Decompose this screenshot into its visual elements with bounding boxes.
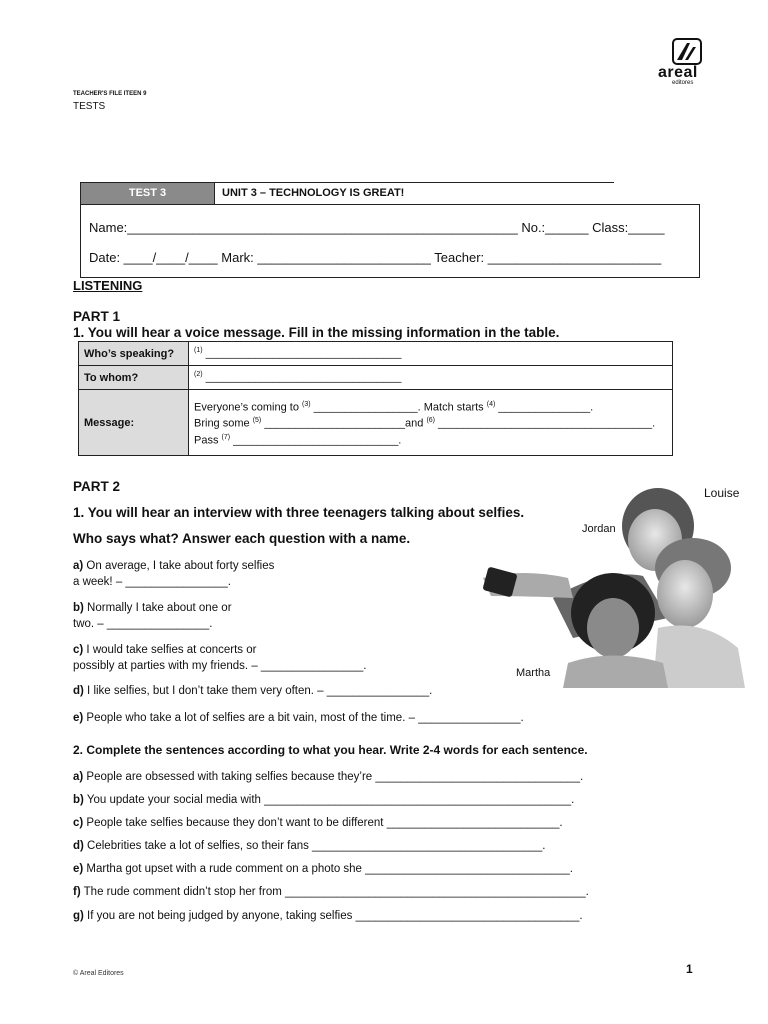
sentence-item[interactable]: c) People take selfies because they don’t want to be different ___________________________.	[73, 817, 563, 829]
gap-number: (2)	[194, 371, 203, 379]
list-item: c) I would take selfies at concerts or possibly at parties with my friends. – ________________.	[73, 644, 367, 672]
row-label: Who’s speaking?	[79, 342, 189, 366]
row-label: Message:	[79, 390, 189, 456]
section-title: TESTS	[73, 101, 106, 112]
list-item: b) Normally I take about one or two. – ________________.	[73, 602, 232, 630]
part2-question1: 1. You will hear an interview with three teenagers talking about selfies.	[73, 505, 525, 520]
voice-message-table	[78, 341, 673, 456]
file-title: TEACHER'S FILE ITEEN 9	[73, 91, 147, 97]
part2-heading: PART 2	[73, 479, 121, 494]
part2-question2: 2. Complete the sentences according to what you hear. Write 2-4 words for each sentence.	[73, 743, 588, 757]
sentence-item[interactable]: a) People are obsessed with taking selfies because they’re ________________________________.	[73, 771, 584, 783]
message-line[interactable]: Bring some $^{(5)}$ _______________________and $^{(6)}$ ___________________________________.	[194, 417, 656, 430]
list-item[interactable]: d) I like selfies, but I don’t take them very often. – ________________.	[73, 685, 433, 697]
gap-line[interactable]: ________________________________	[202, 347, 402, 360]
list-item: a) On average, I take about forty selfies a week! – ________________.	[73, 560, 275, 588]
sentence-item[interactable]: g) If you are not being judged by anyone, taking selfies ___________________________________.	[73, 910, 583, 922]
gap-number: (1)	[194, 347, 203, 355]
sentence-item[interactable]: b) You update your social media with ________________________________________________.	[73, 794, 575, 806]
part1-question: 1. You will hear a voice message. Fill in the missing information in the table.	[73, 325, 560, 340]
gap-line[interactable]: ________________________________	[202, 371, 402, 384]
table-row	[79, 390, 673, 456]
label-jordan: Jordan	[582, 523, 616, 535]
sentence-item[interactable]: f) The rude comment didn’t stop her from _______________________________________________.	[73, 886, 589, 898]
table-row	[79, 342, 673, 366]
list-item[interactable]: e) People who take a lot of selfies are a bit vain, most of the time. – ________________.	[73, 712, 524, 724]
test-number-tab: TEST 3	[80, 182, 215, 205]
row-label: To whom?	[79, 366, 189, 390]
student-info-box	[80, 204, 700, 278]
sentence-item[interactable]: e) Martha got upset with a rude comment on a photo she ________________________________.	[73, 863, 574, 875]
message-cell[interactable]	[189, 390, 673, 456]
table-row	[79, 366, 673, 390]
part2-question1b: Who says what? Answer each question with a name.	[73, 531, 411, 546]
logo-subtitle: editores	[672, 80, 694, 86]
answer-line[interactable]: possibly at parties with my friends. – ________________.	[73, 660, 367, 672]
label-louise: Louise	[704, 486, 740, 500]
name-line[interactable]: Name:______________________________________________________ No.:______ Class:_____	[89, 220, 665, 235]
answer-cell[interactable]	[189, 366, 673, 390]
listening-heading: LISTENING	[73, 278, 143, 293]
logo-wordmark: areal	[658, 64, 698, 81]
label-martha: Martha	[516, 667, 551, 679]
answer-cell[interactable]	[189, 342, 673, 366]
selfie-photo	[463, 478, 745, 688]
page-number: 1	[686, 962, 693, 976]
publisher-logo-icon	[672, 38, 702, 65]
answer-line[interactable]: a week! – ________________.	[73, 576, 231, 588]
sentence-item[interactable]: d) Celebrities take a lot of selfies, so their fans ____________________________________.	[73, 840, 546, 852]
answer-line[interactable]: two. – ________________.	[73, 618, 213, 630]
message-line[interactable]: Everyone’s coming to $^{(3)}$ _________________. Match starts $^{(4)}$ _______________.	[194, 400, 594, 414]
part1-heading: PART 1	[73, 309, 121, 324]
unit-title: UNIT 3 – TECHNOLOGY IS GREAT!	[214, 182, 614, 205]
message-line[interactable]: Pass $^{(7)}$ ___________________________.	[194, 433, 402, 447]
date-line[interactable]: Date: ____/____/____ Mark: ________________________ Teacher: ________________________	[89, 250, 662, 265]
copyright-footer: © Areal Editores	[73, 970, 124, 977]
